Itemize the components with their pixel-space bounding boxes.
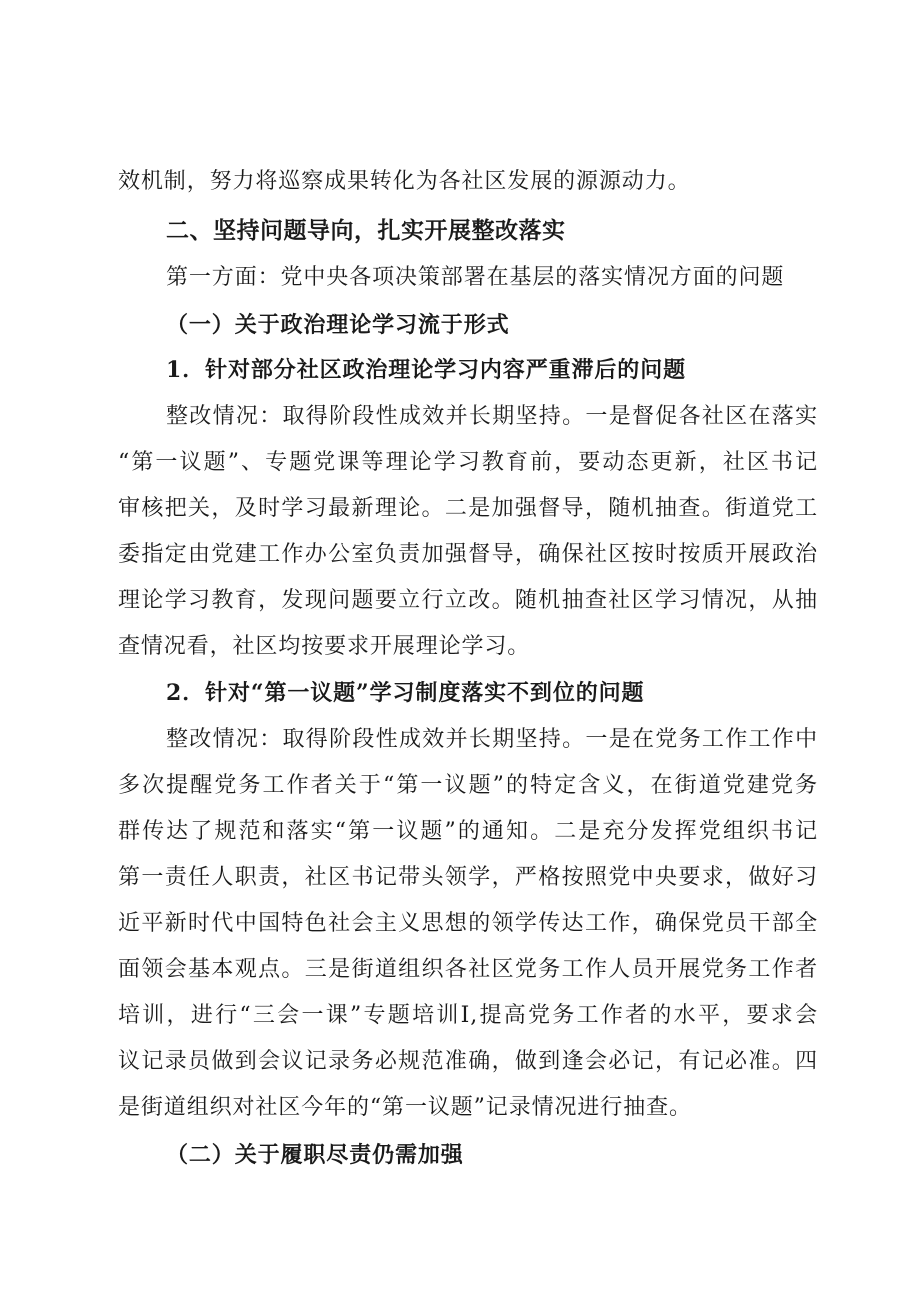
paragraph-line: 近平新时代中国特色社会主义思想的领学传达工作，确保党员干部全 [118,911,818,936]
paragraph-line: 群传达了规范和落实“第一议题”的通知。二是充分发挥党组织书记 [118,819,818,844]
paragraph-line: 整改情况：取得阶段性成效并长期坚持。一是督促各社区在落实 [166,404,818,429]
paragraph-line: 是街道组织对社区今年的“第一议题”记录情况进行抽查。 [118,1095,692,1120]
paragraph-line: 查情况看，社区均按要求开展理论学习。 [118,634,531,659]
paragraph-line: 面领会基本观点。三是街道组织各社区党务工作人员开展党务工作者 [118,957,818,982]
item-heading: 2．针对“第一议题”学习制度落实不到位的问题 [166,680,645,706]
section-heading: 二、坚持问题导向，扎实开展整改落实 [166,218,566,244]
paragraph-line: 整改情况：取得阶段性成效并长期坚持。一是在党务工作工作中 [166,727,818,752]
paragraph-line: 理论学习教育，发现问题要立行立改。随机抽查社区学习情况，从抽 [118,588,818,613]
paragraph-line: 审核把关，及时学习最新理论。二是加强督导，随机抽查。街道党工 [118,496,818,521]
paragraph-line: 培训，进行“三会一课”专题培训I,提高党务工作者的水平，要求会 [118,1003,818,1028]
paragraph-line: “第一议题”、专题党课等理论学习教育前，要动态更新，社区书记 [118,450,818,475]
paragraph-line: 委指定由党建工作办公室负责加强督导，确保社区按时按质开展政治 [118,542,818,567]
aspect-heading: 第一方面：党中央各项决策部署在基层的落实情况方面的问题 [166,265,785,290]
paragraph-line: 多次提醒党务工作者关于“第一议题”的特定含义，在街道党建党务 [118,773,818,798]
subsection-heading: （二）关于履职尽责仍需加强 [166,1142,464,1168]
paragraph-line: 第一责任人职责，社区书记带头领学，严格按照党中央要求，做好习 [118,865,818,890]
subsection-heading: （一）关于政治理论学习流于形式 [166,312,510,338]
paragraph-line: 效机制，努力将巡察成果转化为各社区发展的源源动力。 [118,169,691,194]
item-heading: 1．针对部分社区政治理论学习内容严重滞后的问题 [166,357,687,383]
paragraph-line: 议记录员做到会议记录务必规范准确，做到逢会必记，有记必准。四 [118,1049,818,1074]
